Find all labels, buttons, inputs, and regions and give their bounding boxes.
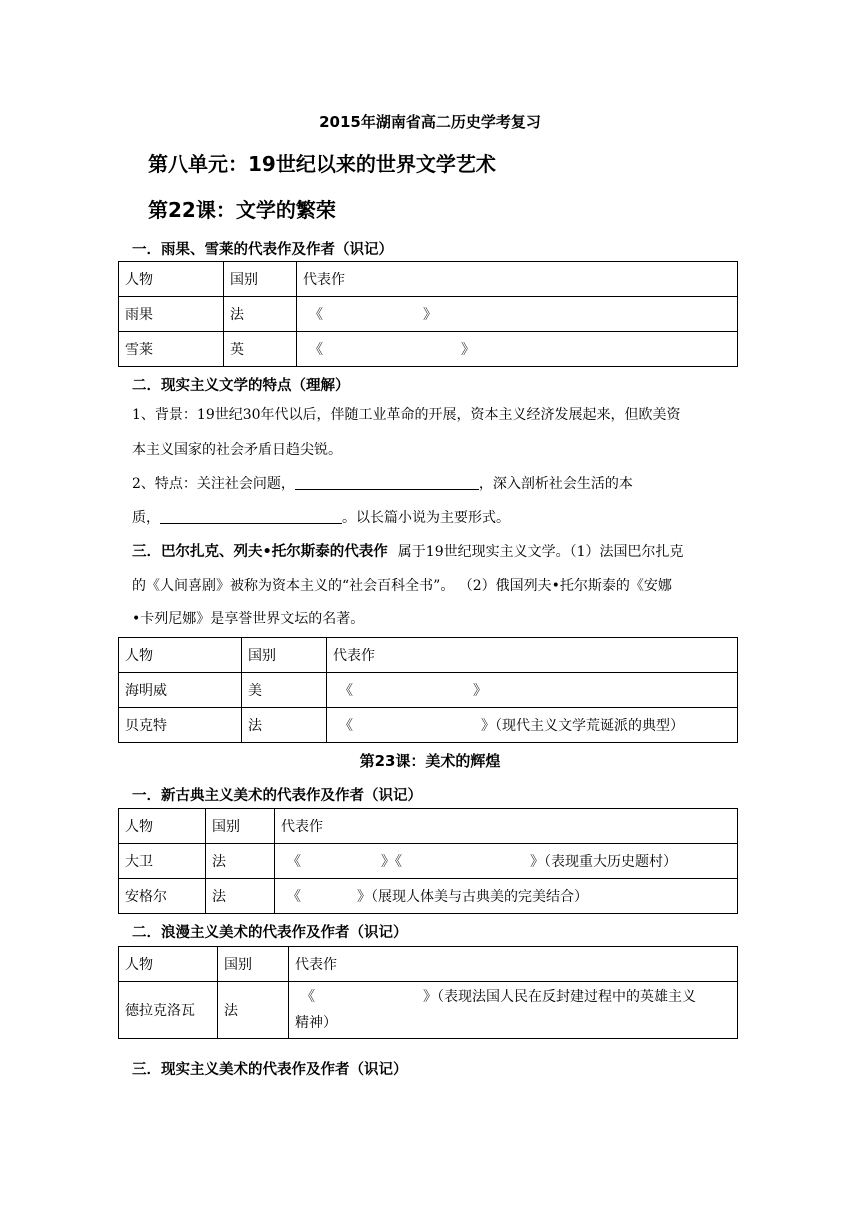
cell-work: 《 》	[297, 332, 738, 367]
cell-person: 贝克特	[119, 708, 242, 743]
header-country: 国别	[206, 809, 275, 844]
table-row	[119, 844, 738, 879]
lesson23-sec2-table	[118, 946, 738, 1039]
cell-country: 法	[206, 879, 275, 914]
header-country: 国别	[242, 638, 327, 673]
lesson22-sec3-line3: •卡列尼娜》是享誉世界文坛的名著。	[132, 611, 365, 627]
cell-work: 《 》（展现人体美与古典美的完美结合）	[275, 879, 738, 914]
background-line2: 本主义国家的社会矛盾日趋尖锐。	[132, 442, 342, 458]
header-person: 人物	[119, 947, 218, 982]
lesson22-sec1-table	[118, 261, 738, 367]
unit-title: 第八单元：19世纪以来的世界文学艺术	[148, 152, 496, 176]
fill-blank[interactable]	[160, 509, 342, 524]
table-row	[119, 982, 738, 1039]
header-person: 人物	[119, 638, 242, 673]
table-header-row	[119, 947, 738, 982]
table-header-row	[119, 262, 738, 297]
cell-person: 雪莱	[119, 332, 224, 367]
lesson23-sec2-heading: 二．浪漫主义美术的代表作及作者（识记）	[132, 925, 408, 941]
features-line2: 质， 。以长篇小说为主要形式。	[132, 510, 510, 526]
cell-person: 安格尔	[119, 879, 206, 914]
table-header-row	[119, 809, 738, 844]
lesson23-sec1-table	[118, 808, 738, 914]
cell-work: 《 》（表现法国人民在反封建过程中的英雄主义 精神）	[289, 982, 738, 1039]
cell-country: 法	[242, 708, 327, 743]
lesson22-sec3-heading: 三．巴尔扎克、列夫•托尔斯泰的代表作	[132, 544, 388, 560]
lesson23-title: 第23课：美术的辉煌	[359, 752, 501, 770]
header-country: 国别	[224, 262, 297, 297]
background-line1: 1、背景：19世纪30年代以后，伴随工业革命的开展，资本主义经济发展起来，但欧美资	[132, 407, 681, 423]
table-row	[119, 332, 738, 367]
lesson23-sec3-heading: 三．现实主义美术的代表作及作者（识记）	[132, 1062, 408, 1078]
cell-work: 《 》《 》（表现重大历史题村）	[275, 844, 738, 879]
table-row	[119, 297, 738, 332]
table-row	[119, 879, 738, 914]
cell-person: 德拉克洛瓦	[119, 982, 218, 1039]
features-line1: 2、特点：关注社会问题， ，深入剖析社会生活的本	[132, 476, 633, 492]
cell-country: 法	[206, 844, 275, 879]
lesson23-sec1-heading: 一．新古典主义美术的代表作及作者（识记）	[132, 788, 422, 804]
lesson22-sec1-heading: 一．雨果、雪莱的代表作及作者（识记）	[132, 242, 393, 258]
cell-country: 法	[218, 982, 289, 1039]
cell-country: 美	[242, 673, 327, 708]
header-work: 代表作	[327, 638, 738, 673]
cell-work: 《 》	[297, 297, 738, 332]
cell-country: 法	[224, 297, 297, 332]
cell-person: 大卫	[119, 844, 206, 879]
lesson22-sec3-line2: 的《人间喜剧》被称为资本主义的“社会百科全书”。 （2）俄国列夫•托尔斯泰的《安娜	[132, 578, 672, 594]
lesson22-sec3-line1: 三．巴尔扎克、列夫•托尔斯泰的代表作 属于19世纪现实主义文学。（1）法国巴尔扎克	[132, 544, 684, 560]
table-row	[119, 673, 738, 708]
header-work: 代表作	[297, 262, 738, 297]
cell-person: 海明威	[119, 673, 242, 708]
header-country: 国别	[218, 947, 289, 982]
cell-person: 雨果	[119, 297, 224, 332]
lesson22-sec3-table	[118, 637, 738, 743]
cell-work: 《 》（现代主义文学荒诞派的典型）	[327, 708, 738, 743]
header-work: 代表作	[289, 947, 738, 982]
cell-country: 英	[224, 332, 297, 367]
lesson22-sec2-heading: 二．现实主义文学的特点（理解）	[132, 378, 350, 394]
header-work: 代表作	[275, 809, 738, 844]
lesson22-title: 第22课：文学的繁荣	[148, 198, 336, 222]
fill-blank[interactable]	[295, 475, 479, 490]
document-title: 2015年湖南省高二历史学考复习	[319, 113, 541, 131]
header-person: 人物	[119, 262, 224, 297]
header-person: 人物	[119, 809, 206, 844]
table-row	[119, 708, 738, 743]
table-header-row	[119, 638, 738, 673]
cell-work: 《 》	[327, 673, 738, 708]
